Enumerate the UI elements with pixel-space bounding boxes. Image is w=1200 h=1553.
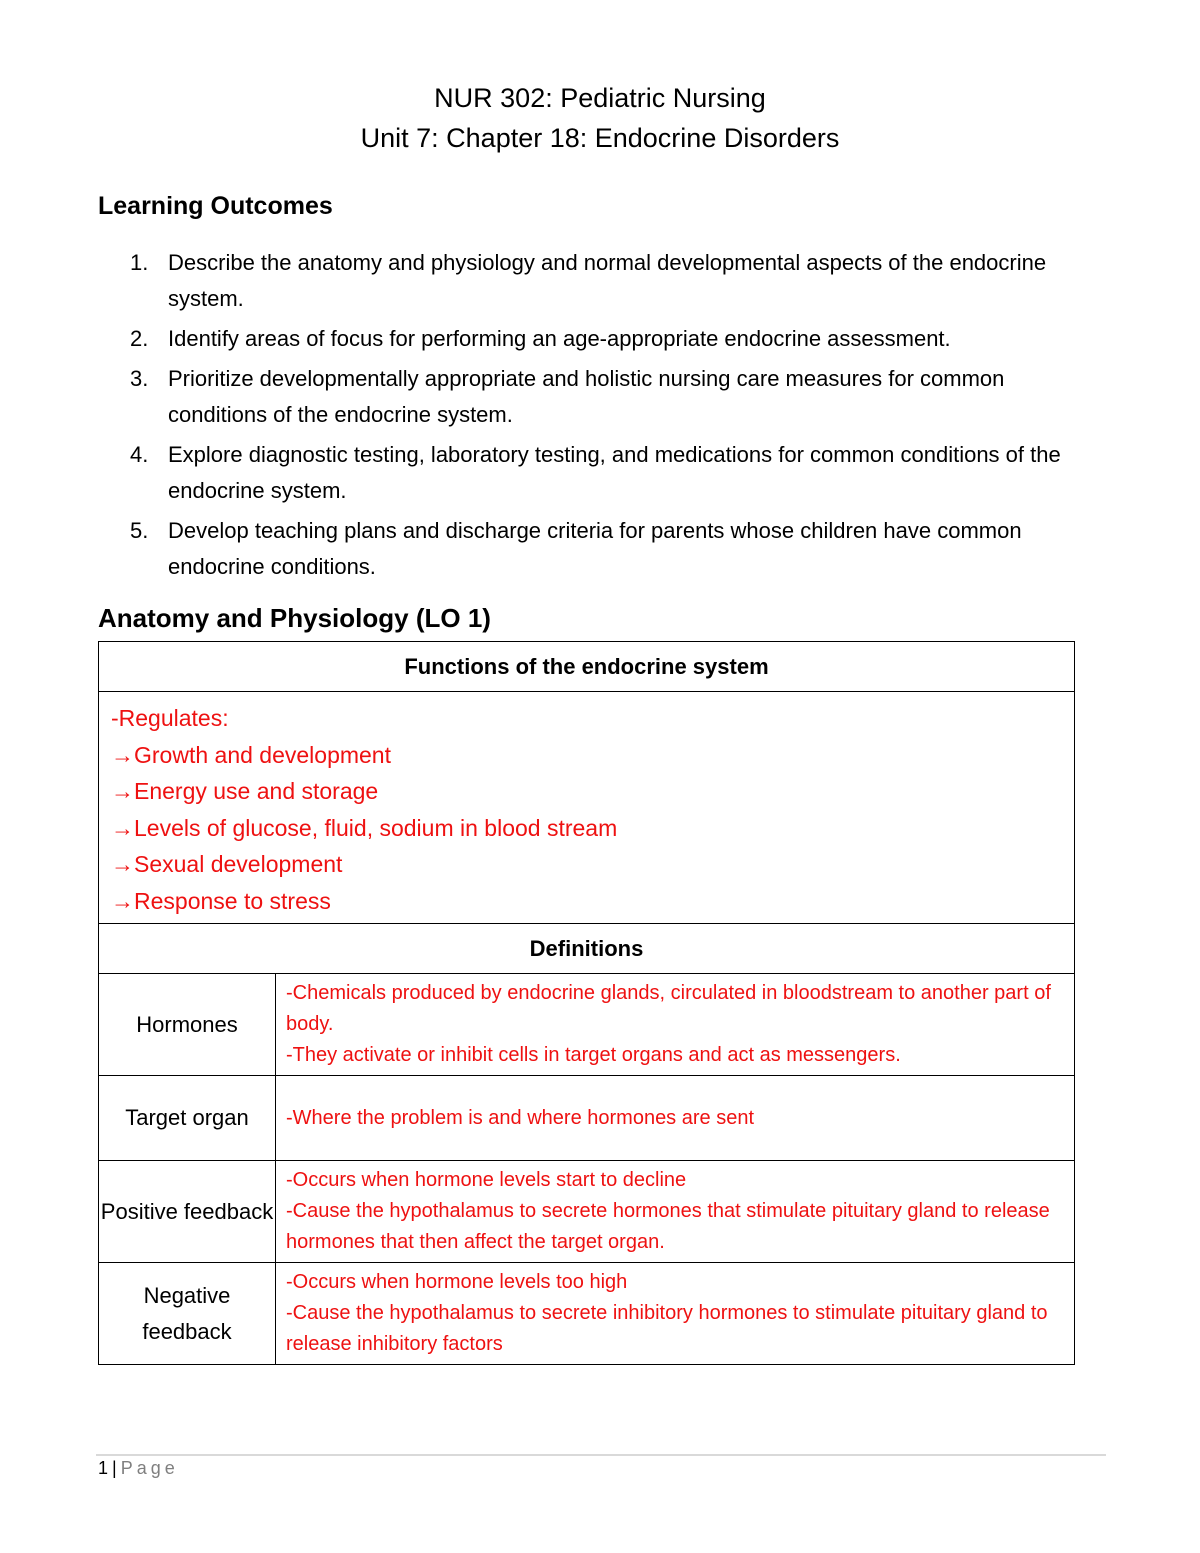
table-row bbox=[99, 1076, 1075, 1161]
learning-outcomes-list bbox=[130, 245, 1070, 589]
list-item-text: Identify areas of focus for performing an age-appropriate endocrine assessment. bbox=[168, 326, 951, 351]
definition-term: Positive feedback bbox=[99, 1161, 276, 1263]
functions-cell bbox=[99, 692, 1075, 924]
table-row bbox=[99, 642, 1075, 692]
definition-term: Target organ bbox=[99, 1076, 276, 1161]
table-row bbox=[99, 1161, 1075, 1263]
definition-line: -Occurs when hormone levels start to decline bbox=[286, 1169, 687, 1191]
list-item-text: Explore diagnostic testing, laboratory testing, and medications for common conditions of the endocrine system. bbox=[168, 442, 1061, 503]
list-item bbox=[130, 245, 1070, 317]
definitions-header: Definitions bbox=[99, 924, 1075, 974]
course-title: NUR 302: Pediatric Nursing bbox=[434, 83, 766, 113]
definition-line: -Where the problem is and where hormones are sent bbox=[286, 1106, 755, 1129]
definition-line: -Chemicals produced by endocrine glands, circulated in bloodstream to another part of body. bbox=[286, 982, 1051, 1035]
table-row bbox=[99, 974, 1075, 1076]
list-item-text: Describe the anatomy and physiology and normal developmental aspects of the endocrine system. bbox=[168, 250, 1047, 311]
definition-line: -Cause the hypothalamus to secrete hormones that stimulate pituitary gland to release hormones that then affect the target organ. bbox=[286, 1200, 1050, 1253]
table-row bbox=[99, 1263, 1075, 1365]
definition-text bbox=[276, 1263, 1075, 1365]
definition-text bbox=[276, 974, 1075, 1076]
list-item-number: 4. bbox=[130, 442, 149, 467]
page-number: 1 bbox=[98, 1458, 109, 1478]
list-item bbox=[130, 361, 1070, 433]
definition-text bbox=[276, 1076, 1075, 1161]
function-item: →Growth and development bbox=[111, 741, 391, 768]
functions-header: Functions of the endocrine system bbox=[99, 642, 1075, 692]
definition-line: -Occurs when hormone levels too high bbox=[286, 1271, 628, 1293]
list-item-number: 3. bbox=[130, 366, 149, 391]
anatomy-table bbox=[98, 641, 1075, 1365]
footer-separator: | bbox=[112, 1458, 117, 1478]
table-row bbox=[99, 924, 1075, 974]
definition-line: -They activate or inhibit cells in target organs and act as messengers. bbox=[286, 1044, 901, 1066]
table-row bbox=[99, 692, 1075, 924]
list-item-number: 2. bbox=[130, 326, 149, 351]
list-item-number: 1. bbox=[130, 250, 149, 275]
definition-text bbox=[276, 1161, 1075, 1263]
footer-divider bbox=[96, 1454, 1106, 1456]
list-item-text: Develop teaching plans and discharge criteria for parents whose children have common endocrine conditions. bbox=[168, 518, 1022, 579]
document-header bbox=[0, 78, 1200, 158]
page-label: Page bbox=[120, 1458, 179, 1478]
learning-outcomes-heading: Learning Outcomes bbox=[98, 192, 333, 220]
definition-line: -Cause the hypothalamus to secrete inhibitory hormones to stimulate pituitary gland to release inhibitory factors bbox=[286, 1302, 1048, 1355]
list-item-number: 5. bbox=[130, 518, 149, 543]
page-footer bbox=[98, 1458, 179, 1479]
function-item: →Sexual development bbox=[111, 851, 343, 877]
list-item bbox=[130, 513, 1070, 585]
unit-title: Unit 7: Chapter 18: Endocrine Disorders bbox=[360, 123, 840, 153]
functions-intro: -Regulates: bbox=[111, 705, 229, 731]
list-item-text: Prioritize developmentally appropriate and holistic nursing care measures for common conditions of the endocrine system. bbox=[168, 366, 1005, 427]
definition-term: Negative feedback bbox=[99, 1263, 276, 1365]
anatomy-heading: Anatomy and Physiology (LO 1) bbox=[98, 603, 491, 633]
function-item: →Energy use and storage bbox=[111, 778, 379, 804]
list-item bbox=[130, 437, 1070, 509]
function-item: →Response to stress bbox=[111, 887, 331, 914]
definition-term: Hormones bbox=[99, 974, 276, 1076]
list-item bbox=[130, 321, 1070, 357]
function-item: →Levels of glucose, fluid, sodium in blood stream bbox=[111, 814, 618, 841]
